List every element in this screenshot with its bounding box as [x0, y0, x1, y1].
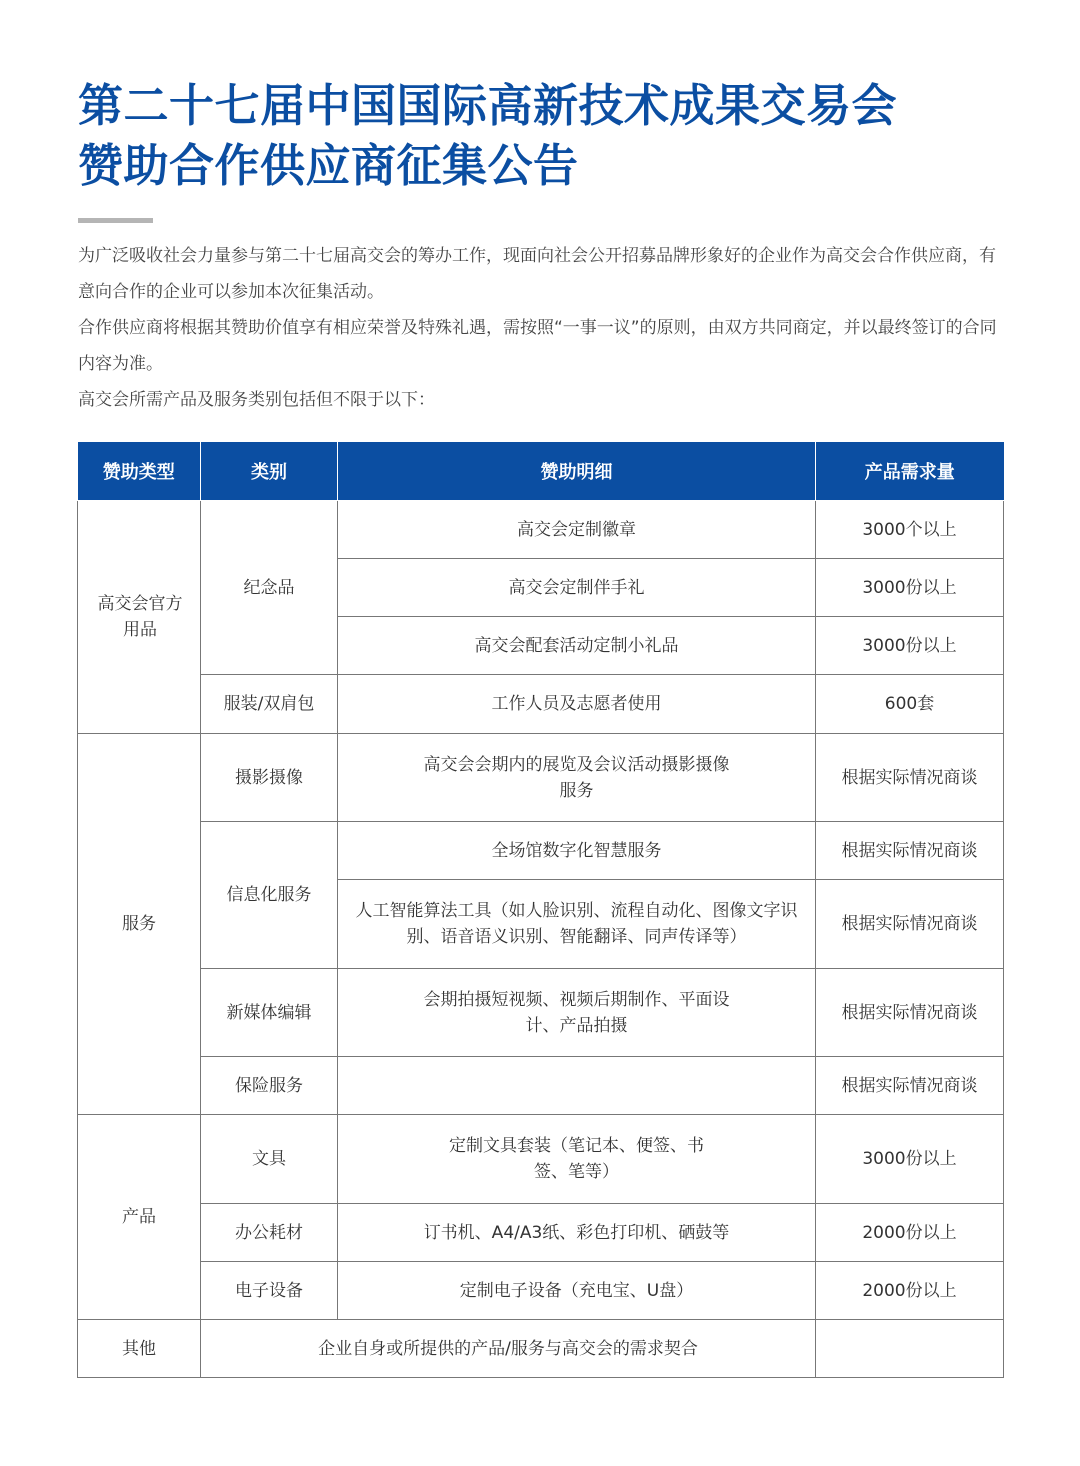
quantity-cell: 600套 — [816, 675, 1004, 734]
detail-cell: 高交会定制徽章 — [338, 501, 816, 559]
category-stationery: 文具 — [201, 1115, 338, 1204]
header-sponsor-type: 赞助类型 — [78, 442, 201, 501]
category-souvenir: 纪念品 — [201, 501, 338, 675]
quantity-cell: 3000份以上 — [816, 559, 1004, 617]
table-row — [78, 969, 1004, 1057]
type-other: 其他 — [78, 1320, 201, 1378]
table-row — [78, 822, 1004, 880]
header-detail: 赞助明细 — [338, 442, 816, 501]
type-product: 产品 — [78, 1115, 201, 1320]
table-row — [78, 1262, 1004, 1320]
category-electronics: 电子设备 — [201, 1262, 338, 1320]
category-photography: 摄影摄像 — [201, 734, 338, 822]
table-row — [78, 1057, 1004, 1115]
title-line-1: 第二十七届中国国际高新技术成果交易会 — [78, 79, 898, 132]
intro-text — [78, 238, 1006, 418]
table-row — [78, 1204, 1004, 1262]
title-line-2: 赞助合作供应商征集公告 — [78, 139, 579, 192]
type-official-goods — [78, 501, 201, 734]
quantity-cell: 根据实际情况商谈 — [816, 734, 1004, 822]
quantity-cell: 3000份以上 — [816, 617, 1004, 675]
detail-cell: 高交会配套活动定制小礼品 — [338, 617, 816, 675]
quantity-cell: 3000个以上 — [816, 501, 1004, 559]
detail-cell: 工作人员及志愿者使用 — [338, 675, 816, 734]
category-insurance: 保险服务 — [201, 1057, 338, 1115]
category-office-supplies: 办公耗材 — [201, 1204, 338, 1262]
detail-text: 会期拍摄短视频、视频后期制作、平面设计、产品拍摄 — [423, 989, 730, 1036]
table-row — [78, 675, 1004, 734]
detail-cell: 高交会定制伴手礼 — [338, 559, 816, 617]
quantity-cell: 根据实际情况商谈 — [816, 1057, 1004, 1115]
table-row — [78, 1115, 1004, 1204]
detail-text: 定制文具套装（笔记本、便签、书签、笔等） — [449, 1136, 704, 1182]
category-apparel: 服装/双肩包 — [201, 675, 338, 734]
table-header-row — [78, 442, 1004, 501]
detail-text: 高交会会期内的展览及会议活动摄影摄像服务 — [423, 754, 730, 801]
detail-cell — [338, 1057, 816, 1115]
table-row — [78, 1320, 1004, 1378]
detail-cell — [338, 969, 816, 1057]
quantity-cell: 2000份以上 — [816, 1262, 1004, 1320]
sponsorship-table — [77, 442, 1004, 1378]
detail-cell — [338, 1115, 816, 1204]
title-divider — [78, 218, 153, 223]
quantity-cell: 3000份以上 — [816, 1115, 1004, 1204]
intro-paragraph-1: 为广泛吸收社会力量参与第二十七届高交会的筹办工作，现面向社会公开招募品牌形象好的企业作为高交会合作供应商，有意向合作的企业可以参加本次征集活动。 — [78, 246, 996, 302]
table-row — [78, 501, 1004, 559]
category-new-media: 新媒体编辑 — [201, 969, 338, 1057]
quantity-cell — [816, 1320, 1004, 1378]
table-row — [78, 734, 1004, 822]
detail-cell: 人工智能算法工具（如人脸识别、流程自动化、图像文字识别、语音语义识别、智能翻译、同声传译等） — [338, 880, 816, 969]
quantity-cell: 根据实际情况商谈 — [816, 822, 1004, 880]
type-service: 服务 — [78, 734, 201, 1115]
intro-paragraph-3: 高交会所需产品及服务类别包括但不限于以下： — [78, 390, 435, 410]
header-quantity: 产品需求量 — [816, 442, 1004, 501]
detail-cell — [338, 734, 816, 822]
quantity-cell: 根据实际情况商谈 — [816, 969, 1004, 1057]
page-title — [78, 76, 897, 196]
header-category: 类别 — [201, 442, 338, 501]
detail-cell: 定制电子设备（充电宝、U盘） — [338, 1262, 816, 1320]
detail-cell: 企业自身或所提供的产品/服务与高交会的需求契合 — [201, 1320, 816, 1378]
type-official-label: 高交会官方用品 — [97, 594, 183, 640]
category-it-service: 信息化服务 — [201, 822, 338, 969]
quantity-cell: 根据实际情况商谈 — [816, 880, 1004, 969]
intro-paragraph-2: 合作供应商将根据其赞助价值享有相应荣誉及特殊礼遇，需按照“一事一议”的原则，由双方共同商定，并以最终签订的合同内容为准。 — [78, 318, 997, 374]
detail-cell: 全场馆数字化智慧服务 — [338, 822, 816, 880]
quantity-cell: 2000份以上 — [816, 1204, 1004, 1262]
detail-cell: 订书机、A4/A3纸、彩色打印机、硒鼓等 — [338, 1204, 816, 1262]
